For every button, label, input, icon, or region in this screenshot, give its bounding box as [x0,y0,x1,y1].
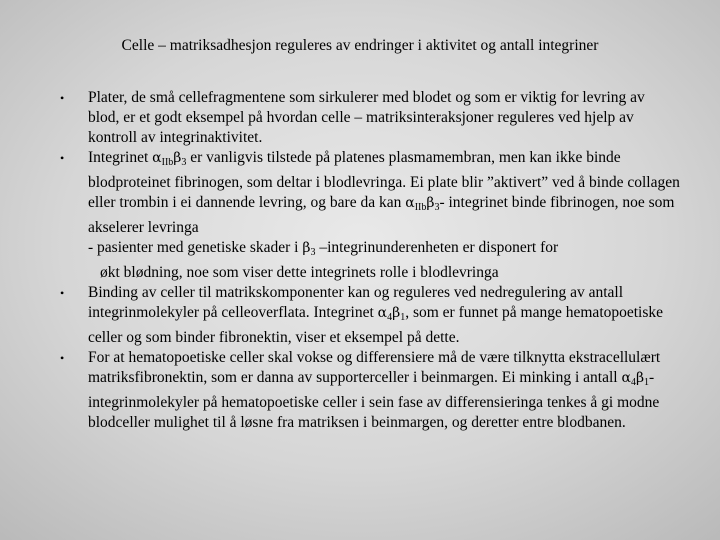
bullet-item-integrin-aiib-b3 [60,148,680,283]
slide-title: Celle – matriksadhesjon reguleres av endringer i aktivitet og antall integriner [121,37,599,54]
bullet-item-platelets [60,88,680,148]
bullet-marker: • [60,91,65,105]
bullet-list [60,88,680,433]
bullet-text: Binding av celler til matrikskomponenter kan og reguleres ved nedregulering av antall integrinmolekyler på celleoverflata. Integrinet $\alpha_4\beta_1$, som er funnet på mange hematopoetiske celler og som binder fibronektin, viser et eksempel på dette. [88,284,664,346]
bullet-marker: • [60,151,65,165]
clinical-note: - pasienter med genetiske skader i $\beta_3$ –integrinunderenheten er disponert for [88,239,559,258]
bullet-marker: • [60,286,65,300]
bullet-text: For at hematopoetiske celler skal vokse og differensiere må de være tilknytta ekstracellulært matriksfibronektin, som er danna av supporterceller i beinmargen. Ei minking i antall $\alpha_4\beta_1-$ integrinmolekyler på hematopoetiske celler i sein fase av differensieringa tenkes å gi modne blodceller mulighet til å løsne fra matriksen i beinmargen, og deretter entre blodbanen. [88,349,661,431]
bullet-text: Integrinet $\alpha_{IIb}\beta_3$ er vanligvis tilstede på platenes plasmamembran, men kan ikke binde blodproteinet fibrinogen, som deltar i blodlevringa. Ei plate blir ”aktivert” ved å binde collagen eller trombin i ei dannende levring, og bare da kan $\alpha_{IIb}\beta_3-$ integrinet binde fibrinogen, noe som akselerer levringa [88,149,680,236]
bullet-marker: • [60,351,65,365]
bullet-text: Plater, de små cellefragmentene som sirkulerer med blodet og som er viktig for levring av blod, er et godt eksempel på hvordan celle – matriksinteraksjoner reguleres ved hjelp av kontroll av integrinaktivitet. [88,89,645,146]
greek-beta: β [173,150,182,166]
greek-alpha: α [152,150,162,166]
clinical-note-line2: økt blødning, noe som viser dette integrinets rolle i blodlevringa [100,264,499,281]
bullet-item-hematopoietic [60,348,680,433]
bullet-item-integrin-a4b1 [60,283,680,348]
